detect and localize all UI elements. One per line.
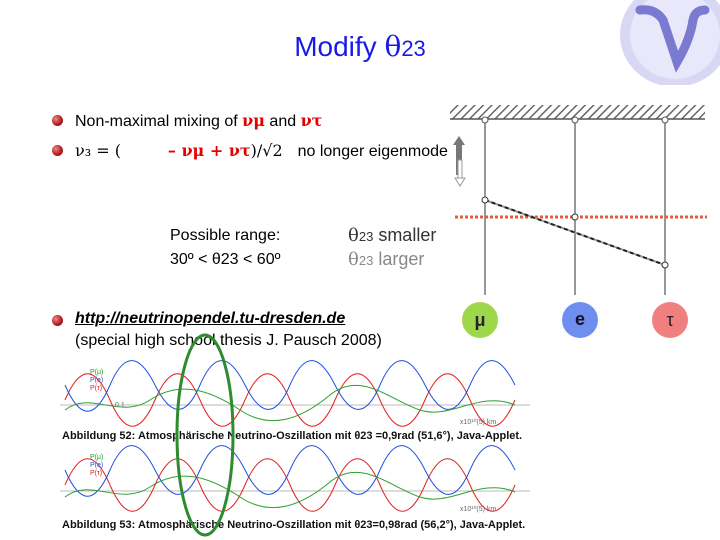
plot-caption-1: Abbildung 52: Atmosphärische Neutrino-Oszillation mit θ23 =0,9rad (51,6°), Java-Applet.	[62, 430, 523, 442]
svg-text:P(τ): P(τ)	[90, 385, 103, 392]
plot1-ticks: 0.1	[115, 402, 125, 409]
bullet-marker	[52, 315, 63, 326]
tau-ball: τ	[652, 302, 688, 338]
svg-text:P(e): P(e)	[90, 377, 104, 384]
range-label: Possible range:	[170, 227, 281, 244]
bullet-mixing: Non-maximal mixing of νμ and ντ	[75, 111, 323, 130]
neutrinopendel-link[interactable]: http://neutrinopendel.tu-dresden.de	[75, 310, 346, 327]
bullet-marker	[52, 115, 63, 126]
highlight-ellipse	[170, 330, 240, 540]
oscillation-plot-1	[60, 360, 530, 430]
svg-text:P(τ): P(τ)	[90, 470, 103, 477]
bullet-marker	[52, 145, 63, 156]
muon-ball: μ	[462, 302, 498, 338]
page-title: Modify θ23	[294, 30, 426, 63]
plot-caption-2: Abbildung 53: Atmosphärische Neutrino-Oszillation mit θ23=0,98rad (56,2°), Java-Applet.	[62, 519, 526, 531]
plot2-unit: x10¹⁰(5) km	[460, 506, 497, 513]
theta-smaller: θ23 smaller	[348, 225, 437, 246]
thesis-note: (special high school thesis J. Pausch 2008)	[75, 332, 382, 349]
bullet-eigenmode: ν₃ = ( – νμ + ντ)/√2 no longer eigenmode	[75, 141, 448, 160]
range-value: 30º < θ23 < 60º	[170, 251, 281, 268]
svg-text:P(μ): P(μ)	[90, 369, 104, 376]
plot1-unit: x10¹⁰(5) km	[460, 419, 497, 426]
svg-text:P(e): P(e)	[90, 462, 104, 469]
oscillation-plot-2	[60, 445, 530, 517]
electron-ball: e	[562, 302, 598, 338]
theta-larger: θ23 larger	[348, 249, 425, 270]
svg-text:P(μ): P(μ)	[90, 454, 104, 461]
